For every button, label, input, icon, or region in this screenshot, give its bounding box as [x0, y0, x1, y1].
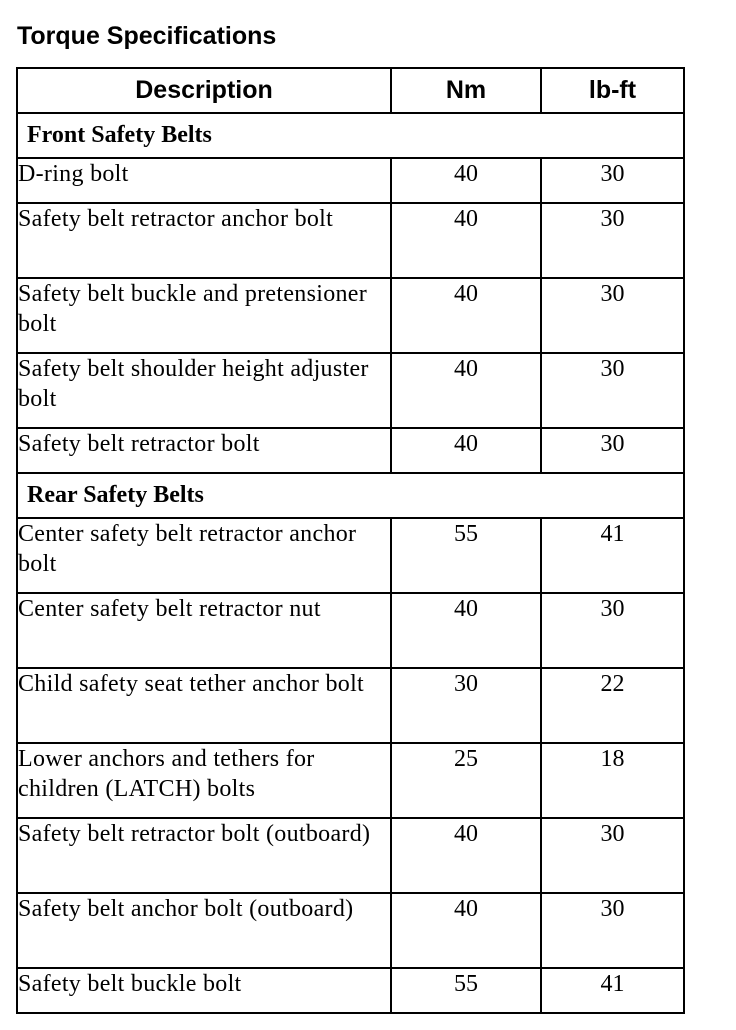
row-description: Safety belt anchor bolt (outboard): [17, 893, 391, 968]
row-description: Child safety seat tether anchor bolt: [17, 668, 391, 743]
row-description: Center safety belt retractor nut: [17, 593, 391, 668]
column-header-lbft: lb-ft: [541, 68, 684, 113]
row-description: Safety belt shoulder height adjuster bolt: [17, 353, 391, 428]
row-nm-value: 40: [391, 818, 541, 893]
table-row: [17, 818, 684, 893]
row-lbft-value: 30: [541, 428, 684, 473]
row-nm-value: 25: [391, 743, 541, 818]
row-nm-value: 55: [391, 968, 541, 1013]
row-lbft-value: 41: [541, 518, 684, 593]
table-row: [17, 158, 684, 203]
row-lbft-value: 22: [541, 668, 684, 743]
row-nm-value: 40: [391, 353, 541, 428]
row-nm-value: 40: [391, 203, 541, 278]
table-row: [17, 428, 684, 473]
row-description: Safety belt buckle and pretensioner bolt: [17, 278, 391, 353]
row-nm-value: 40: [391, 428, 541, 473]
column-header-nm: Nm: [391, 68, 541, 113]
row-lbft-value: 41: [541, 968, 684, 1013]
section-title: Front Safety Belts: [17, 113, 684, 158]
row-description: Lower anchors and tethers for children (LATCH) bolts: [17, 743, 391, 818]
row-nm-value: 40: [391, 278, 541, 353]
row-nm-value: 30: [391, 668, 541, 743]
column-header-description: Description: [17, 68, 391, 113]
table-row: [17, 668, 684, 743]
row-lbft-value: 30: [541, 278, 684, 353]
row-lbft-value: 30: [541, 158, 684, 203]
table-row: [17, 353, 684, 428]
row-lbft-value: 30: [541, 203, 684, 278]
table-row: [17, 593, 684, 668]
section-header-row: [17, 113, 684, 158]
table-header-row: [17, 68, 684, 113]
row-lbft-value: 30: [541, 353, 684, 428]
row-nm-value: 55: [391, 518, 541, 593]
torque-specifications-table: [16, 67, 685, 1014]
table-row: [17, 203, 684, 278]
row-lbft-value: 30: [541, 593, 684, 668]
row-description: Safety belt retractor bolt: [17, 428, 391, 473]
row-lbft-value: 30: [541, 893, 684, 968]
table-row: [17, 518, 684, 593]
row-lbft-value: 18: [541, 743, 684, 818]
row-nm-value: 40: [391, 893, 541, 968]
section-title: Rear Safety Belts: [17, 473, 684, 518]
table-row: [17, 968, 684, 1013]
row-description: Safety belt buckle bolt: [17, 968, 391, 1013]
row-nm-value: 40: [391, 593, 541, 668]
table-row: [17, 743, 684, 818]
table-row: [17, 278, 684, 353]
page-title: Torque Specifications: [17, 22, 277, 50]
table-row: [17, 893, 684, 968]
row-description: Center safety belt retractor anchor bolt: [17, 518, 391, 593]
section-header-row: [17, 473, 684, 518]
row-description: Safety belt retractor bolt (outboard): [17, 818, 391, 893]
row-nm-value: 40: [391, 158, 541, 203]
row-description: Safety belt retractor anchor bolt: [17, 203, 391, 278]
row-description: D-ring bolt: [17, 158, 391, 203]
row-lbft-value: 30: [541, 818, 684, 893]
